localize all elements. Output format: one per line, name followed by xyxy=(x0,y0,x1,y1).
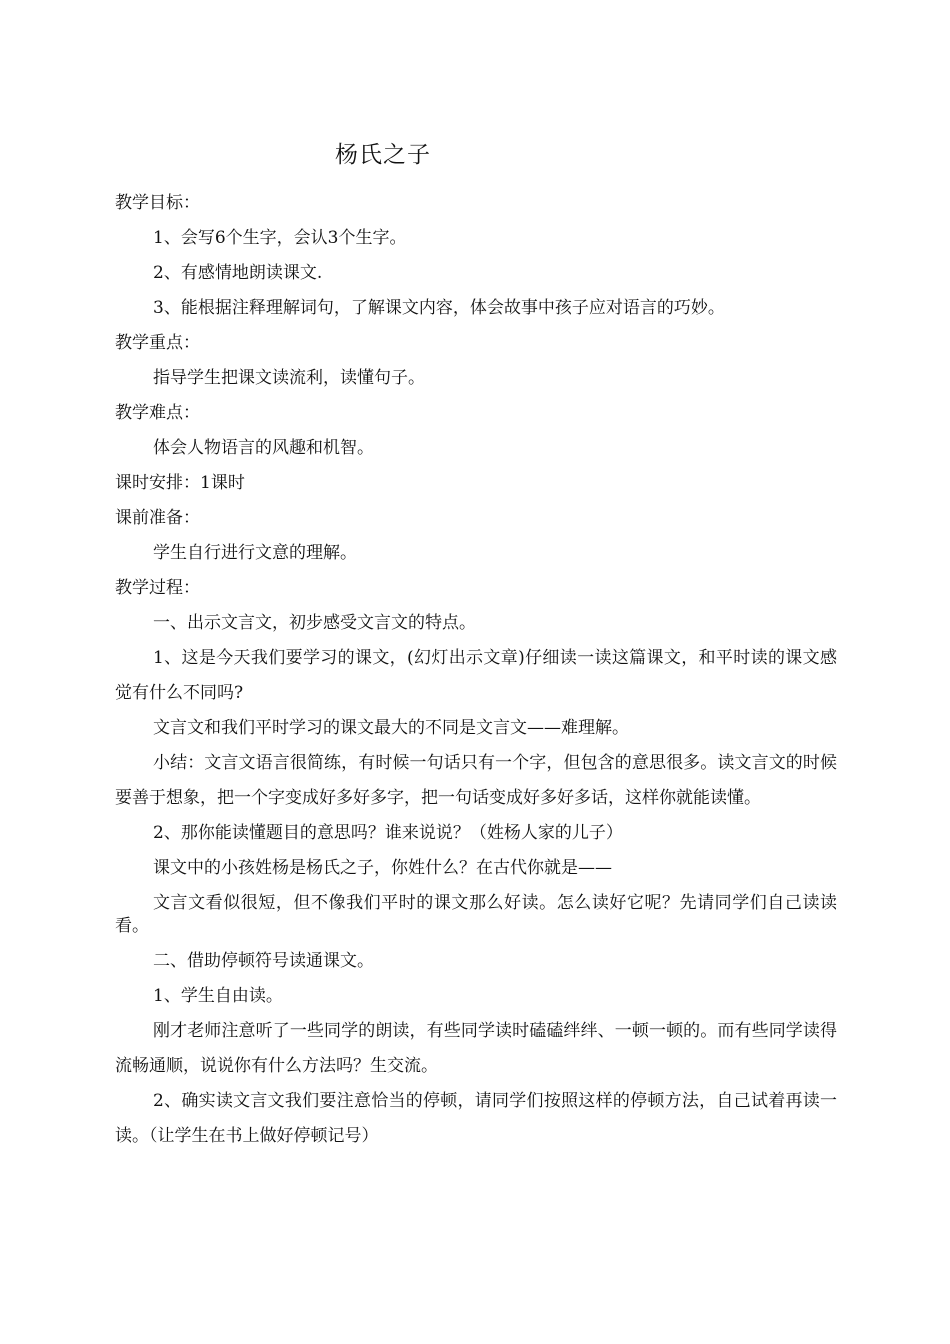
difficulty-text: 体会人物语言的风趣和机智。 xyxy=(153,438,374,458)
process-paragraph-9: 1、学生自由读。 xyxy=(153,986,283,1006)
process-paragraph-3: 文言文和我们平时学习的课文最大的不同是文言文——难理解。 xyxy=(153,718,629,738)
process-paragraph-5: 2、那你能读懂题目的意思吗？谁来说说？（姓杨人家的儿子） xyxy=(153,823,623,843)
process-paragraph-10: 刚才老师注意听了一些同学的朗读，有些同学读时磕磕绊绊、一顿一顿的。而有些同学读得流畅通顺，说说你有什么方法吗？生交流。 xyxy=(115,1021,837,1076)
process-paragraph-2: 1、这是今天我们要学习的课文，(幻灯出示文章)仔细读一读这篇课文，和平时读的课文感觉有什么不同吗? xyxy=(115,648,837,703)
goal-2: 2、有感情地朗读课文. xyxy=(153,263,323,283)
key-heading: 教学重点： xyxy=(115,333,200,353)
document-body xyxy=(115,186,837,1154)
process-paragraph-1: 一、出示文言文，初步感受文言文的特点。 xyxy=(153,613,476,633)
document-title: 杨氏之子 xyxy=(335,142,431,168)
process-heading: 教学过程： xyxy=(115,578,200,598)
prep-text: 学生自行进行文意的理解。 xyxy=(153,543,357,563)
process-paragraph-7: 文言文看似很短，但不像我们平时的课文那么好读。怎么读好它呢？先请同学们自己读读看。 xyxy=(115,893,837,936)
difficulty-heading: 教学难点： xyxy=(115,403,200,423)
process-paragraph-11: 2、确实读文言文我们要注意恰当的停顿，请同学们按照这样的停顿方法，自己试着再读一读。（让学生在书上做好停顿记号） xyxy=(115,1091,837,1146)
goal-3: 3、能根据注释理解词句，了解课文内容，体会故事中孩子应对语言的巧妙。 xyxy=(153,298,725,318)
goal-1: 1、会写6个生字，会认3个生字。 xyxy=(153,228,407,248)
schedule-line: 课时安排：1课时 xyxy=(115,473,245,493)
process-paragraph-8: 二、借助停顿符号读通课文。 xyxy=(153,951,374,971)
goals-heading: 教学目标： xyxy=(115,193,200,213)
key-text: 指导学生把课文读流利，读懂句子。 xyxy=(153,368,425,388)
process-paragraph-4: 小结：文言文语言很简练，有时候一句话只有一个字，但包含的意思很多。读文言文的时候要善于想象，把一个字变成好多好多字，把一句话变成好多好多话，这样你就能读懂。 xyxy=(115,753,837,808)
prep-heading: 课前准备： xyxy=(115,508,200,528)
process-paragraph-6: 课文中的小孩姓杨是杨氏之子，你姓什么？在古代你就是—— xyxy=(153,858,612,878)
